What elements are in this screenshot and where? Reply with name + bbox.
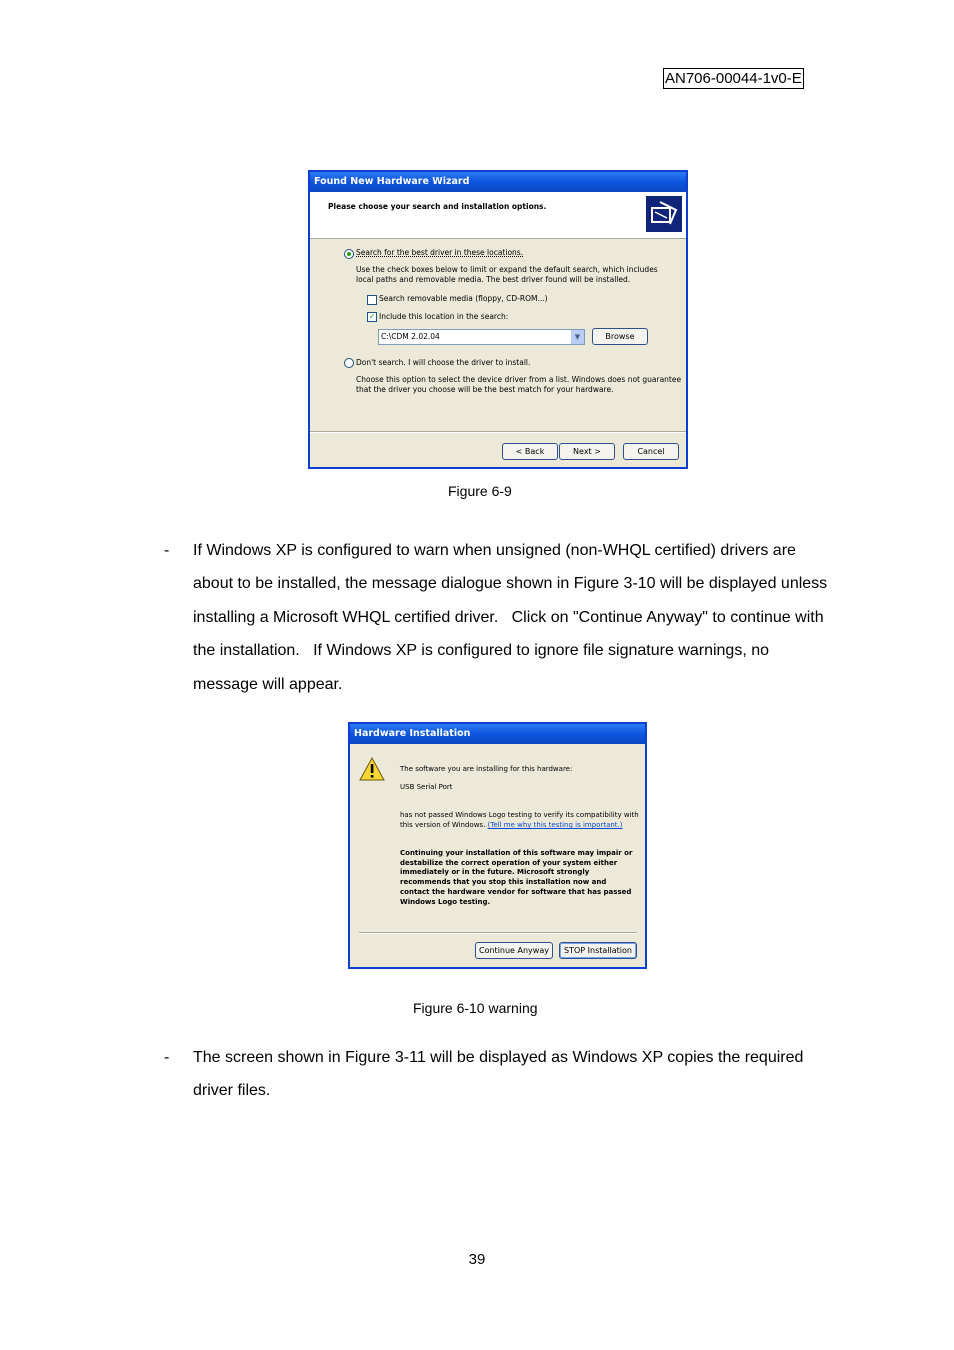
- search-description: Use the check boxes below to limit or expand the default search, which includes local paths and removable media. The best driver found will be installed.: [356, 265, 658, 284]
- include-location-checkbox[interactable]: ✓: [368, 312, 376, 321]
- device-name: USB Serial Port: [400, 783, 453, 791]
- bullet-dash: -: [164, 1049, 170, 1066]
- dont-search-description: Choose this option to select the device driver from a list. Windows does not guarantee that the driver you choose will be the best match for your hardware.: [356, 375, 682, 394]
- warning-icon: [359, 757, 385, 781]
- wizard-header-panel: [310, 192, 686, 239]
- wizard-heading: Please choose your search and installation options.: [328, 202, 547, 211]
- chevron-down-icon[interactable]: ▼: [571, 330, 584, 344]
- figure-6-10-caption: Figure 6-10 warning: [413, 1000, 538, 1016]
- page-number: 39: [468, 1251, 486, 1268]
- search-removable-media-label[interactable]: Search removable media (floppy, CD-ROM...): [379, 294, 548, 303]
- hardware-installation-dialog: [348, 722, 647, 969]
- dialog-divider: [359, 932, 637, 934]
- tell-me-why-link[interactable]: (Tell me why this testing is important.): [487, 821, 623, 829]
- paragraph-unsigned-drivers: If Windows XP is configured to warn when unsigned (non-WHQL certified) drivers are about to be installed, the message dialogue shown in Figure 3-10 will be displayed unless installing a Microsoft WHQL certified driver. Click on "Continue Anyway" to continue with the installation. If Windows XP is configured to ignore file signature warnings, no message will appear.: [193, 542, 828, 693]
- cancel-button[interactable]: Cancel: [623, 443, 679, 460]
- search-best-driver-label[interactable]: Search for the best driver in these locations.: [356, 248, 524, 257]
- search-removable-media-checkbox[interactable]: [367, 295, 377, 305]
- software-installing-text: The software you are installing for this hardware:: [400, 765, 573, 773]
- location-combobox[interactable]: [378, 329, 585, 345]
- continue-anyway-button[interactable]: Continue Anyway: [475, 942, 553, 959]
- logo-testing-message: has not passed Windows Logo testing to verify its compatibility with this version of Windows.: [400, 811, 639, 829]
- back-button[interactable]: < Back: [502, 443, 558, 460]
- figure-6-9-caption: Figure 6-9: [448, 483, 512, 499]
- stop-installation-button[interactable]: STOP Installation: [559, 942, 637, 959]
- wizard-divider: [310, 431, 686, 433]
- hardware-installation-title: Hardware Installation: [350, 724, 645, 744]
- location-value: C:\CDM 2.02.04: [381, 332, 440, 341]
- search-best-driver-radio[interactable]: [344, 249, 354, 259]
- browse-button[interactable]: Browse: [592, 328, 648, 345]
- hardware-wizard-icon: [646, 196, 682, 232]
- dont-search-label[interactable]: Don't search. I will choose the driver to install.: [356, 358, 531, 367]
- logo-testing-text: [400, 810, 640, 830]
- found-new-hardware-wizard: [308, 170, 688, 469]
- document-id: AN706-00044-1v0-E: [665, 70, 802, 87]
- next-button[interactable]: Next >: [559, 443, 615, 460]
- stop-warning-text: Continuing your installation of this software may impair or destabilize the correct operation of your system either immediately or in the future. Microsoft strongly recommends that you stop this installation now and contact the hardware vendor for software that has passed Windows Logo testing.: [400, 849, 633, 906]
- include-location-label[interactable]: Include this location in the search:: [379, 312, 509, 321]
- wizard-title: Found New Hardware Wizard: [310, 172, 686, 192]
- dont-search-radio[interactable]: [344, 358, 354, 368]
- bullet-dash: -: [164, 542, 170, 559]
- paragraph-copy-files: The screen shown in Figure 3-11 will be displayed as Windows XP copies the required driver files.: [193, 1049, 804, 1100]
